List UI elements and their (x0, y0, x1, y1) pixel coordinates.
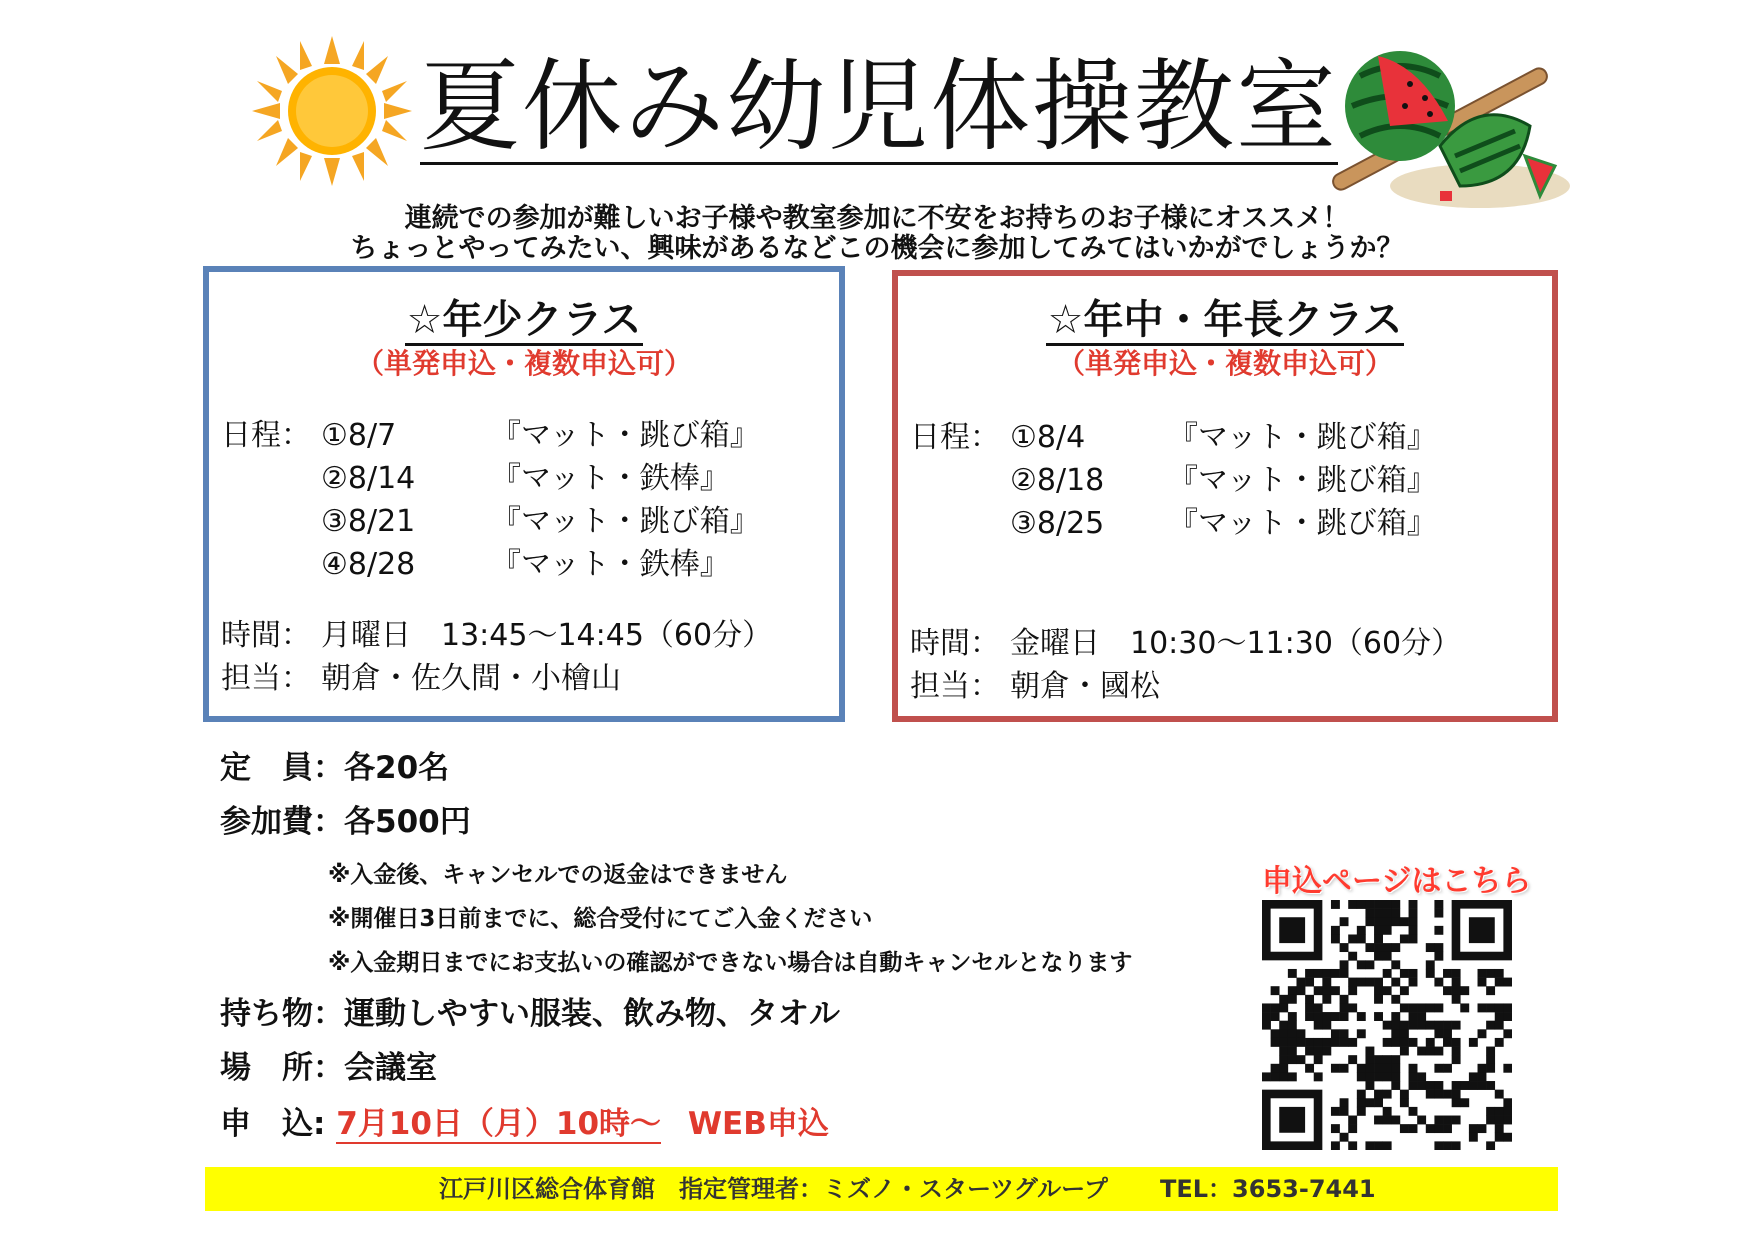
apply-row (220, 1098, 829, 1143)
schedule-content: 『マット・跳び箱』 (1168, 463, 1437, 498)
capacity-value: 各20名 (344, 750, 450, 786)
footer-tel: TEL：3653-7441 (1160, 1175, 1376, 1203)
footer-bar (205, 1167, 1558, 1211)
fee-row (220, 796, 471, 841)
capacity-row (220, 742, 449, 787)
staff-label: 担当： (910, 669, 1000, 704)
qr-code[interactable] (1262, 900, 1512, 1150)
schedule-date: ①8/7 (321, 418, 397, 453)
class-title: ☆年中・年長クラス (898, 288, 1552, 345)
note-line: ※入金期日までにお支払いの確認ができない場合は自動キャンセルとなります (328, 950, 1133, 976)
qr-label: 申込ページはこちら (1262, 864, 1532, 899)
class-subtitle: （単発申込・複数申込可） (355, 347, 692, 380)
class-box-nensho (203, 266, 845, 722)
schedule-date: ①8/4 (1010, 420, 1086, 455)
schedule-content: 『マット・鉄棒』 (491, 461, 730, 496)
schedule-date: ③8/21 (321, 504, 416, 539)
place-value: 会議室 (344, 1050, 437, 1086)
schedule-content: 『マット・鉄棒』 (491, 547, 730, 582)
page-title: 夏休み幼児体操教室 (420, 48, 1338, 165)
class-staff: 朝倉・佐久間・小檜山 (321, 661, 621, 696)
schedule-label: 日程： (910, 420, 1000, 455)
fee-label: 参加費： (220, 804, 344, 840)
time-label: 時間： (910, 626, 1000, 661)
fee-value: 各500円 (344, 804, 471, 840)
note-line: ※開催日3日前までに、総合受付にてご入金ください (328, 906, 873, 932)
apply-label: 申 込: (220, 1106, 326, 1142)
watermelon-illustration (1330, 36, 1570, 216)
class-subtitle: （単発申込・複数申込可） (1056, 347, 1393, 380)
schedule-content: 『マット・跳び箱』 (1168, 506, 1437, 541)
schedule-date: ②8/14 (321, 461, 416, 496)
place-row (220, 1042, 437, 1087)
class-title: ☆年少クラス (209, 288, 839, 345)
items-row (220, 988, 840, 1033)
staff-label: 担当： (221, 661, 311, 696)
schedule-date: ②8/18 (1010, 463, 1105, 498)
time-label: 時間： (221, 618, 311, 653)
note-line: ※入金後、キャンセルでの返金はできません (328, 862, 788, 888)
items-label: 持ち物： (220, 996, 344, 1032)
apply-method: WEB申込 (687, 1106, 829, 1142)
schedule-label: 日程： (221, 418, 311, 453)
schedule-content: 『マット・跳び箱』 (491, 504, 760, 539)
items-value: 運動しやすい服装、飲み物、タオル (344, 996, 840, 1032)
class-box-nenchu-nencho (892, 270, 1558, 722)
footer-organization: 江戸川区総合体育館 指定管理者：ミズノ・スターツグループ (439, 1175, 1108, 1203)
class-staff: 朝倉・國松 (1010, 669, 1160, 704)
schedule-date: ④8/28 (321, 547, 416, 582)
schedule-content: 『マット・跳び箱』 (1168, 420, 1437, 455)
apply-date: 7月10日（月）10時～ (336, 1106, 662, 1142)
capacity-label: 定 員： (220, 750, 344, 786)
sun-illustration (252, 36, 412, 186)
class-time: 金曜日 10:30～11:30（60分） (1010, 626, 1462, 661)
schedule-content: 『マット・跳び箱』 (491, 418, 760, 453)
place-label: 場 所： (220, 1050, 344, 1086)
schedule-date: ③8/25 (1010, 506, 1105, 541)
intro-line-1: 連続での参加が難しいお子様や教室参加に不安をお持ちのお子様にオススメ！ (404, 203, 1350, 234)
intro-line-2: ちょっとやってみたい、興味があるなどこの機会に参加してみてはいかがでしょうか？ (350, 233, 1404, 264)
class-time: 月曜日 13:45～14:45（60分） (321, 618, 773, 653)
